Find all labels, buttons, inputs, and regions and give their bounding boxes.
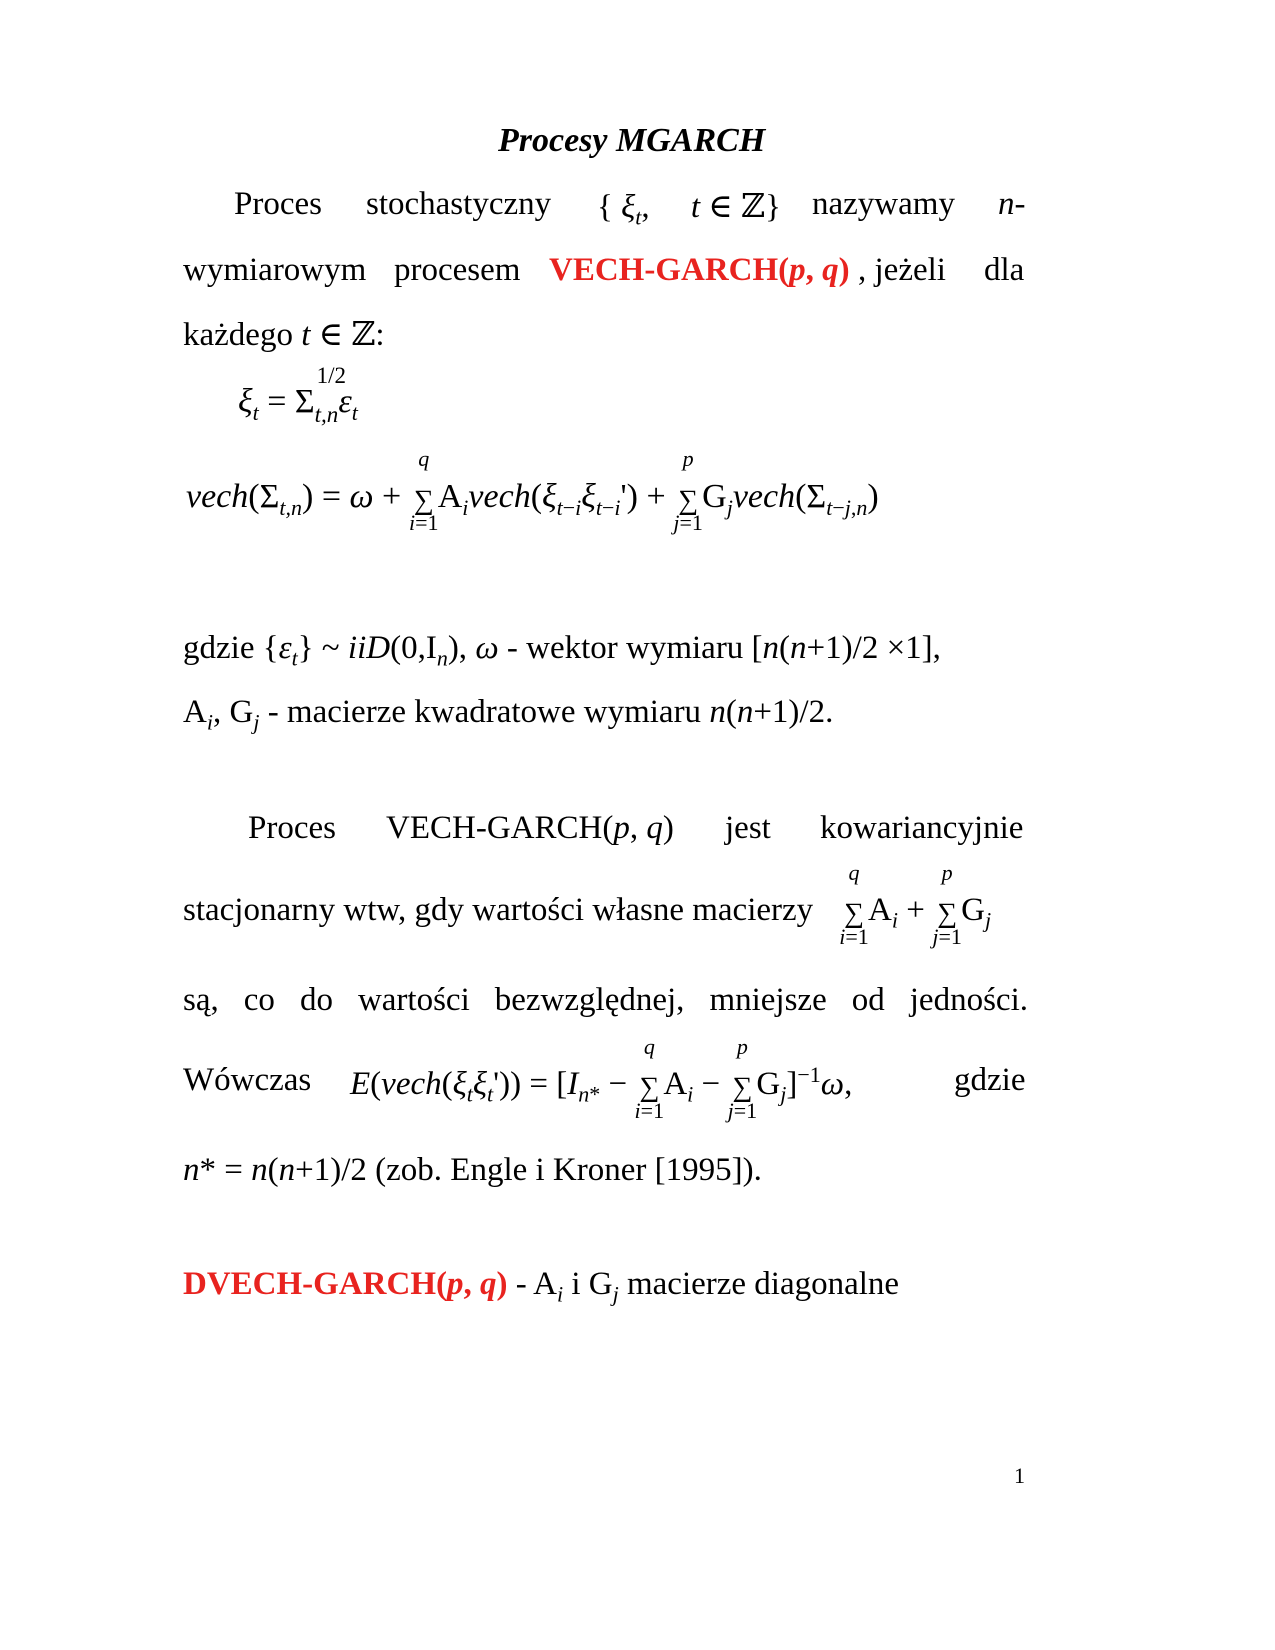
sum-symbol: q ∑ i=1: [634, 1033, 665, 1123]
stationarity-sum: q ∑ i=1 $A_i$ + p ∑ j=1 $G_j$: [839, 859, 992, 949]
p1-word: nazywamy: [812, 186, 955, 222]
p2-line-3: są, co do wartości bezwzględnej, mniejsze od jedności.: [183, 982, 1028, 1018]
page-title: Procesy MGARCH: [498, 122, 766, 159]
p2-word: gdzie: [954, 1062, 1026, 1098]
equation-2: $vech(\Sigma_{t,n}) = \omega$ + q ∑ i=1 $A_ivech(\xi_{t-i}\xi_{t-i}')$ + p ∑ j=1 $G_jvech(\Sigma_{t-j,n})$: [186, 446, 879, 536]
p1-word: dla: [984, 252, 1025, 288]
p2-line-5: n* = n(n+1)/2 (zob. Engle i Kroner [1995]).: [183, 1152, 762, 1188]
description-line-1: gdzie $\{\varepsilon_t\}$ ~ $iiD(0,I_n)$, ω - wektor wymiaru [n(n+1)/2 ×1],: [183, 630, 941, 671]
paragraph-1-line-1: Proces: [234, 186, 322, 222]
p1-word: stochastyczny: [366, 186, 552, 222]
sum-symbol: p ∑ j=1: [673, 446, 703, 536]
p2-line-2: stacjonarny wtw, gdy wartości własne macierzy: [183, 892, 814, 928]
p1-word: procesem: [394, 252, 521, 288]
description-line-2: $A_i$, $G_j$ - macierze kwadratowe wymiaru n(n+1)/2.: [183, 694, 834, 735]
expectation-formula: $E(vech(\xi_t\xi_t')) = [I_{n*}$ − q ∑ i=1 $A_i$ − p ∑ j=1 $G_j]^{-1}\omega$,: [350, 1033, 853, 1123]
p2-word: jest: [725, 810, 771, 846]
p2-word: kowariancyjnie: [820, 810, 1024, 846]
sum-symbol: q ∑ i=1: [839, 859, 869, 949]
equation-1: $\xi_t = \Sigma$ 1/2 $_{t,n}\varepsilon_t$: [238, 363, 358, 427]
page-number: 1: [1014, 1463, 1025, 1488]
p1-word: , jeżeli: [858, 252, 946, 288]
sum-symbol: p ∑ j=1: [932, 859, 962, 949]
paragraph-1-line-3: każdego t ∈ ℤ:: [183, 317, 385, 353]
p2-model: VECH-GARCH(p, q): [386, 810, 674, 846]
dvech-line: DVECH-GARCH(p, $q) - A_i$ i $G_j$ macierze diagonalne: [183, 1266, 900, 1307]
set-notation: { $\xi_t$, t ∈ ℤ}: [597, 189, 781, 230]
paragraph-1-line-2: wymiarowym: [183, 252, 367, 288]
sum-symbol: q ∑ i=1: [408, 446, 439, 536]
p1-word: n-: [998, 186, 1026, 222]
model-name-vech-garch: VECH-GARCH(p, q): [549, 252, 850, 288]
p2-word: Wówczas: [183, 1062, 312, 1098]
sum-symbol: p ∑ j=1: [727, 1033, 758, 1123]
p2-word: Proces: [248, 810, 336, 846]
